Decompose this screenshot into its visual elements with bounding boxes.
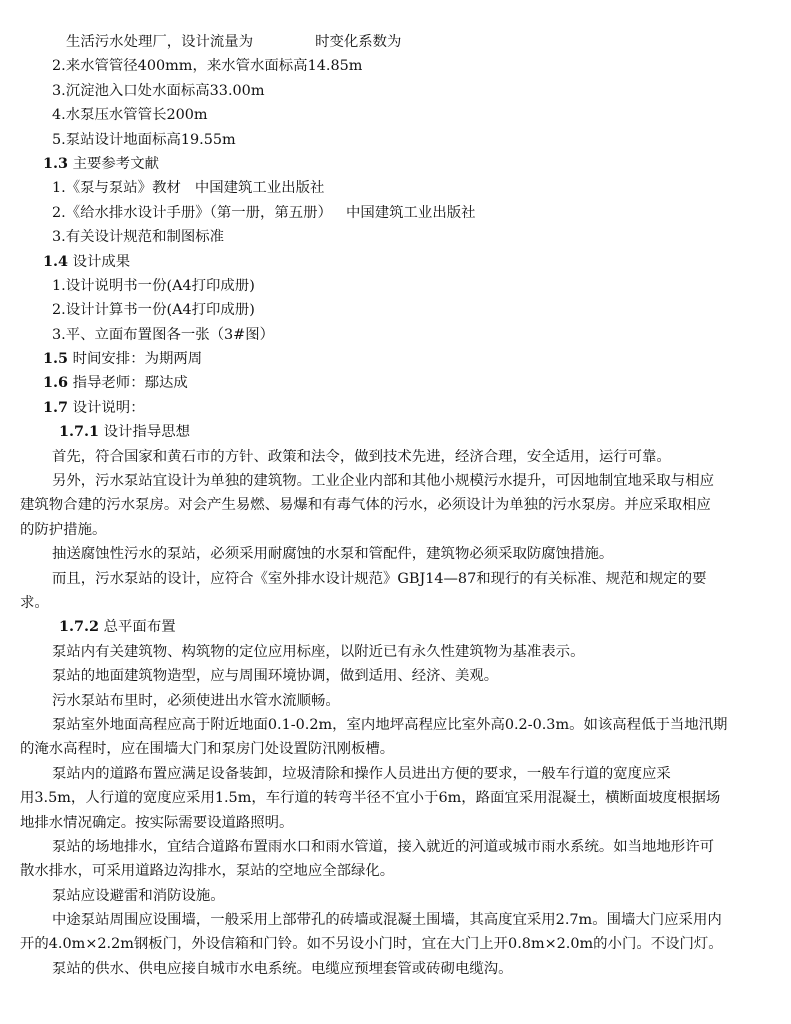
section-title: 设计成果 (72, 253, 131, 270)
section-number: 1.7 (43, 398, 69, 416)
design-item: 5.泵站设计地面标高19.55m (52, 131, 236, 148)
section-heading-1-4 (0, 250, 791, 274)
section-number: 1.3 (43, 154, 69, 172)
paragraph-line: 泵站内的道路布置应满足设备装卸，垃圾清除和操作人员进出方便的要求，一般车行道的宽度应采 (52, 765, 671, 782)
subsection-number: 1.7.1 (59, 423, 100, 441)
paragraph-line: 另外，污水泵站宜设计为单独的建筑物。工业企业内部和其他小规模污水提升，可因地制宜地采取与相应 (52, 473, 714, 490)
paragraph-line: 抽送腐蚀性污水的泵站，必须采用耐腐蚀的水泵和管配件，建筑物必须采取防腐蚀措施。 (52, 546, 614, 563)
paragraph-line: 泵站室外地面高程应高于附近地面0.1-0.2m，室内地坪高程应比室外高0.2-0.3m。如该高程低于当地汛期 (52, 716, 728, 733)
section-title: 指导老师：鄢达成 (72, 375, 188, 392)
reference-item (0, 201, 791, 225)
reference-title: 2.《给水排水设计手册》（第一册，第五册） (52, 204, 332, 221)
section-heading-1-6 (0, 371, 791, 395)
subsection-title: 设计指导思想 (103, 424, 190, 441)
deliverable-item: 1.设计说明书一份(A4打印成册) (52, 277, 255, 294)
section-number: 1.6 (43, 374, 69, 392)
reference-publisher: 中国建筑工业出版社 (194, 180, 325, 197)
paragraph-line: 建筑物合建的污水泵房。对会产生易燃、易爆和有毒气体的污水，必须设计为单独的污水泵房。并应采取相应 (20, 497, 711, 514)
section-title: 设计说明： (72, 399, 145, 416)
paragraph-line: 中途泵站周围应设围墙，一般采用上部带孔的砖墙或混凝土围墙，其高度宜采用2.7m。围墙大门应采用内 (52, 912, 722, 929)
reference-item (0, 176, 791, 200)
variation-coefficient-text: 时变化系数为 (315, 34, 402, 50)
subsection-number: 1.7.2 (59, 618, 100, 636)
design-item: 2.来水管管径400mm，来水管水面标高14.85m (52, 58, 363, 75)
paragraph-line: 泵站内有关建筑物、构筑物的定位应用标座，以附近已有永久性建筑物为基准表示。 (52, 643, 585, 660)
paragraph-line: 求。 (20, 594, 49, 611)
reference-publisher: 中国建筑工业出版社 (345, 204, 476, 221)
subsection-title: 总平面布置 (103, 619, 176, 636)
section-number: 1.5 (43, 350, 69, 368)
section-heading-1-3 (0, 152, 791, 176)
paragraph-line: 泵站的供水、供电应接自城市水电系统。电缆应预埋套管或砖砌电缆沟。 (52, 960, 513, 977)
paragraph-line: 的淹水高程时，应在围墙大门和泵房门处设置防汛刚板槽。 (20, 741, 395, 758)
paragraph-line: 地排水情况确定。按实际需要设道路照明。 (20, 814, 294, 831)
reference-title: 1.《泵与泵站》教材 (52, 180, 181, 197)
paragraph-line: 污水泵站布里时，必须使进出水管水流顺畅。 (52, 692, 340, 709)
reference-item: 3.有关设计规范和制图标准 (52, 229, 225, 246)
deliverable-item: 2.设计计算书一份(A4打印成册) (52, 302, 255, 319)
paragraph-line: 散水排水，可采用道路边沟排水，泵站的空地应全部绿化。 (20, 863, 395, 880)
section-heading-1-5 (0, 347, 791, 371)
paragraph-line: 的防护措施。 (20, 521, 107, 538)
design-item: 3.沉淀池入口处水面标高33.00m (52, 82, 265, 99)
paragraph-line: 用3.5m，人行道的宽度应采用1.5m，车行道的转弯半径不宜小于6m，路面宜采用混凝土，横断面坡度根据场 (20, 790, 721, 807)
subsection-heading-1-7-2 (0, 615, 791, 639)
deliverable-item: 3.平、立面布置图各一张（3#图） (52, 326, 275, 343)
paragraph-line: 泵站的地面建筑物造型，应与周围环境协调，做到适用、经济、美观。 (52, 668, 499, 685)
design-item: 4.水泵压水管管长200m (52, 107, 208, 124)
section-heading-1-7 (0, 396, 791, 420)
paragraph-line: 泵站的场地排水，宜结合道路布置雨水口和雨水管道，接入就近的河道或城市雨水系统。如当地地形许可 (52, 838, 714, 855)
design-flow-line (0, 30, 791, 54)
paragraph-line: 而且，污水泵站的设计，应符合《室外排水设计规范》GBJ14—87和现行的有关标准、规范和规定的要 (52, 570, 707, 587)
paragraph-line: 泵站应设避雷和消防设施。 (52, 887, 225, 904)
section-title: 主要参考文献 (72, 155, 159, 172)
section-title: 时间安排：为期两周 (72, 351, 203, 368)
subsection-heading-1-7-1 (0, 420, 791, 444)
paragraph-line: 开的4.0m×2.2m钢板门，外设信箱和门铃。如不另设小门时，宜在大门上开0.8m×2.0m的小门。不设门灯。 (20, 936, 723, 953)
paragraph-line: 首先，符合国家和黄石市的方针、政策和法令，做到技术先进，经济合理，安全适用，运行可靠。 (52, 448, 671, 465)
document-page (0, 30, 791, 981)
section-number: 1.4 (43, 252, 69, 270)
flow-text: 生活污水处理厂，设计流量为 (66, 34, 254, 50)
